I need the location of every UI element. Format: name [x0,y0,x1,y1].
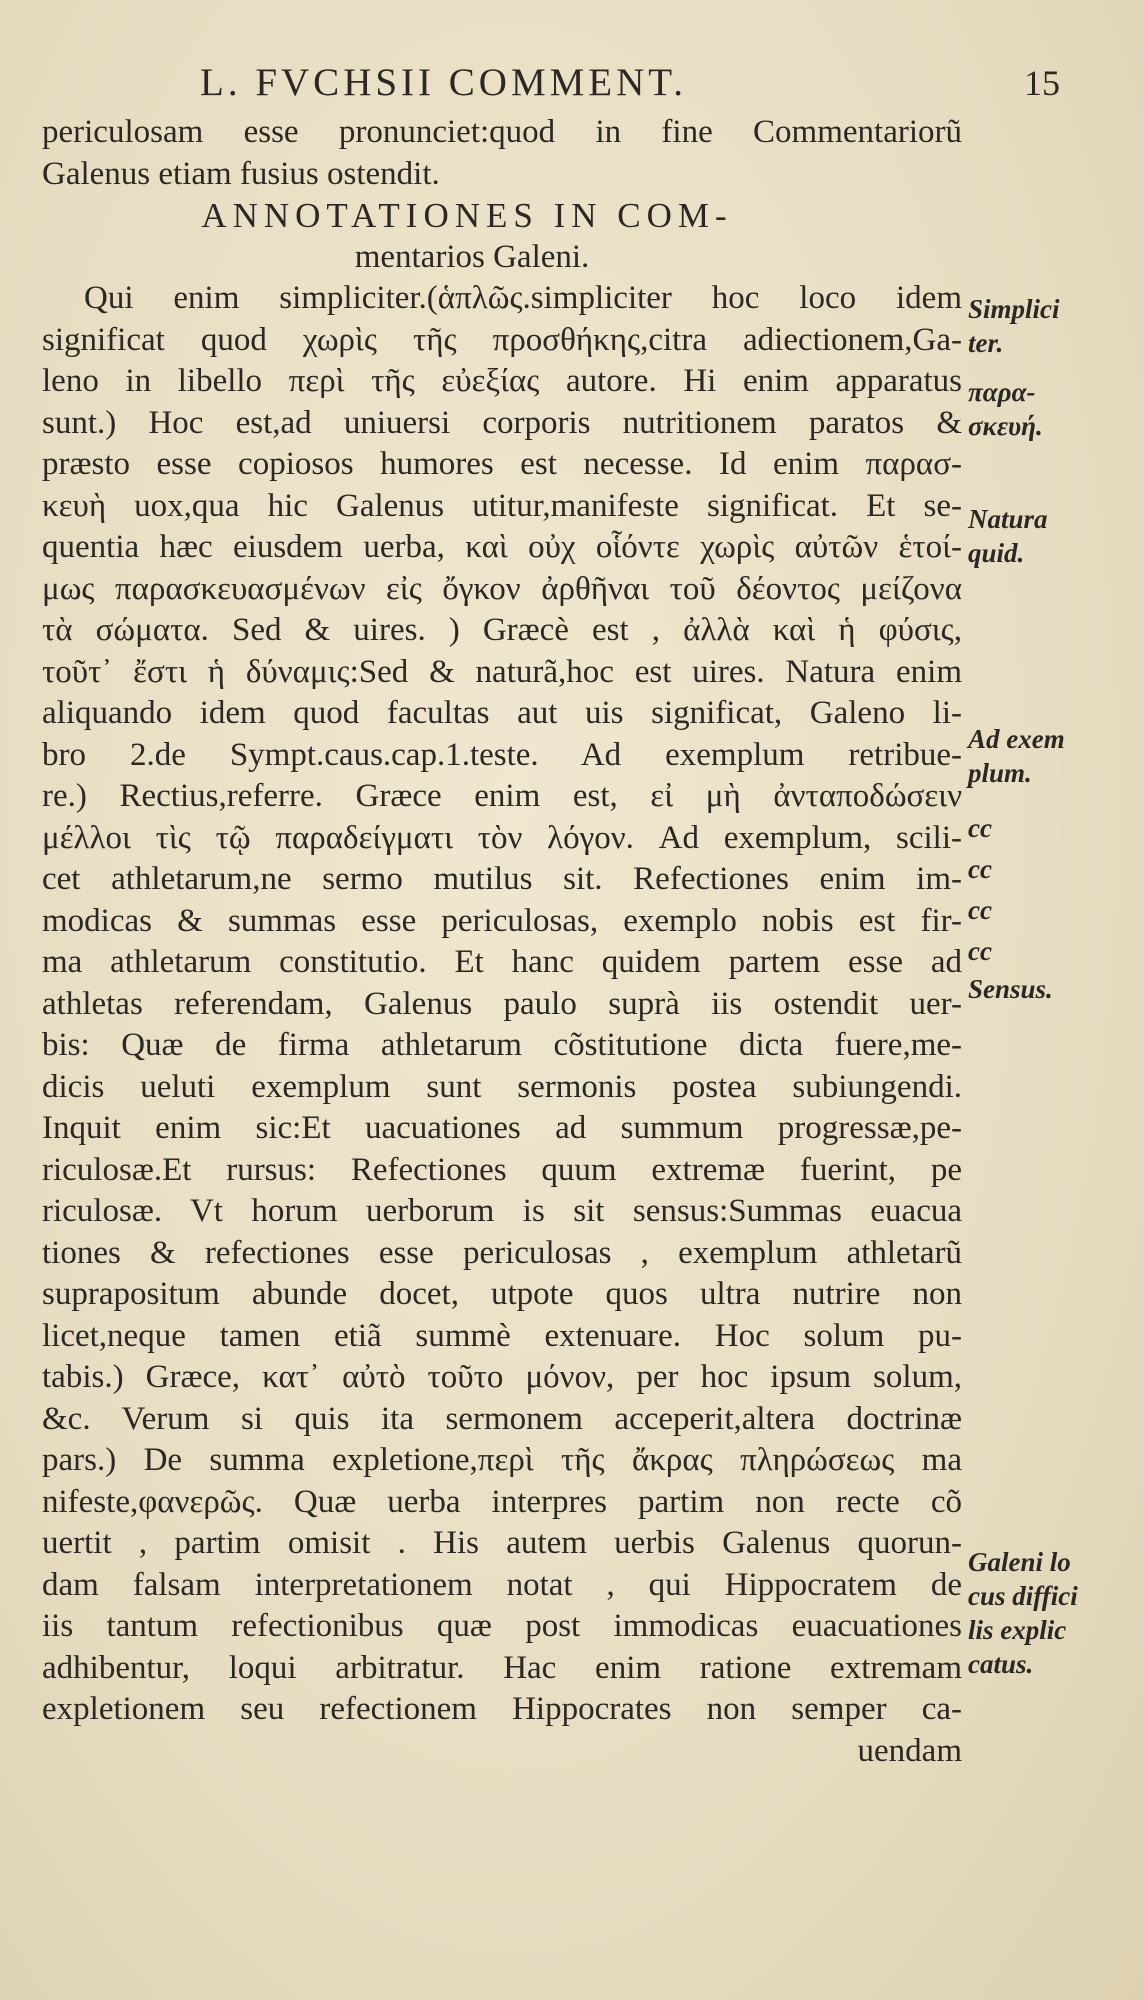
text-line: μέλλοι τὶς τῷ παραδείγματι τὸν λόγον. Ad exemplum, scili- [42,819,962,856]
text-line: dicis ueluti exemplum sunt sermonis postea subiungendi. [42,1068,962,1105]
text-line: tiones & refectiones esse periculosas , exemplum athletarũ [42,1234,962,1271]
text-line: uertit , partim omisit . His autem uerbis Galenus quorun- [42,1525,962,1561]
text-line: μως παρασκευασμένων εἰς ὄγκον ἀρθῆναι τοῦ δέοντος μείζονα [42,570,962,607]
text-line: sunt.) Hoc est,ad uniuersi corporis nutritionem paratos & [42,404,962,441]
text-line: τοῦτ᾿ ἔστι ἡ δύναμις:Sed & naturã,hoc est uires. Natura enim [42,653,962,690]
margin-note-ad-exemplum: Ad exem plum. [968,724,1065,788]
main-text-column [42,112,962,1772]
text-line: bis: Quæ de firma athletarum cõstitutione dicta fuere,me- [42,1027,962,1063]
page-number: 15 [1024,63,1060,103]
text-line: expletionem seu refectionem Hippocrates non semper ca- [42,1691,962,1727]
text-line: suprapositum abunde docet, utpote quos ultra nutrire non [42,1276,962,1312]
text-line: tabis.) Græce, κατ᾿ αὐτὸ τοῦτο μόνον, per hoc ipsum solum, [42,1359,962,1395]
text-line: riculosæ.Et rursus: Refectiones quum extremæ fuerint, pe [42,1151,962,1188]
text-line: dam falsam interpretationem notat , qui Hippocratem de [42,1566,962,1603]
section-heading-continued: mentarios Galeni. [354,238,590,275]
catchword: uendam [857,1732,962,1769]
margin-note-galeni-locus: Galeni lo cus diffici lis explic catus. [968,1547,1078,1679]
margin-quote-marks: cc cc cc cc [968,813,992,966]
text-line: nifeste,φανερῶς. Quæ uerba interpres partim non recte cõ [42,1483,962,1520]
text-line: Galenus etiam fusius ostendit. [42,155,440,192]
text-line: modicas & summas esse periculosas, exemplo nobis est fir- [42,902,962,939]
margin-note-simpliciter: Simplici ter. [968,294,1060,358]
text-line: licet,neque tamen etiã summè extenuare. Hoc solum pu- [42,1317,962,1354]
margin-note-paraskeue: παρα- σκευή. [968,377,1043,441]
text-line: bro 2.de Sympt.caus.cap.1.teste. Ad exemplum retribue- [42,736,962,773]
text-line: præsto esse copiosos humores est necesse. Id enim παρασ- [42,446,962,482]
text-line: iis tantum refectionibus quæ post immodicas euacuationes [42,1608,962,1644]
text-line: re.) Rectius,referre. Græce enim est, εἰ μὴ ἀνταποδώσειν [42,778,962,814]
text-line: τὰ σώματα. Sed & uires. ) Græcè est , ἀλλὰ καὶ ἡ φύσις, [42,612,962,648]
margin-note-sensus: Sensus. [968,974,1053,1004]
page-header [200,60,1080,110]
text-line: adhibentur, loqui arbitratur. Hac enim ratione extremam [42,1649,962,1686]
text-line: cet athletarum,ne sermo mutilus sit. Refectiones enim im- [42,861,962,897]
text-line: riculosæ. Vt horum uerborum is sit sensus:Summas euacua [42,1193,962,1229]
text-line: Inquit enim sic:Et uacuationes ad summum progressæ,pe- [42,1110,962,1146]
text-line: aliquando idem quod facultas aut uis significat, Galeno li- [42,695,962,731]
running-title: L. FVCHSII COMMENT. [200,61,687,104]
text-line: &c. Verum si quis ita sermonem acceperit,altera doctrinæ [42,1400,962,1437]
text-line: Qui enim simpliciter.(ἁπλῶς.simpliciter hoc loco idem [84,280,962,316]
text-line: κευὴ uox,qua hic Galenus utitur,manifeste significat. Et se- [42,487,962,524]
margin-note-natura: Natura quid. [968,504,1048,568]
text-line: leno in libello περὶ τῆς εὐεξίας autore. Hi enim apparatus [42,363,962,399]
text-line: ma athletarum constitutio. Et hanc quidem partem esse ad [42,944,962,980]
section-heading: ANNOTATIONES IN COM- [201,196,733,235]
text-line: significat quod χωρὶς τῆς προσθήκης,citra adiectionem,Ga- [42,321,962,358]
text-line: pars.) De summa expletione,περὶ τῆς ἄκρας πληρώσεως ma [42,1442,962,1478]
text-line: periculosam esse pronunciet:quod in fine Commentariorũ [42,114,962,150]
text-line: athletas referendam, Galenus paulo suprà iis ostendit uer- [42,985,962,1022]
text-line: quentia hæc eiusdem uerba, καὶ οὐχ οἷόντε χωρὶς αὐτῶν ἑτοί- [42,529,962,565]
